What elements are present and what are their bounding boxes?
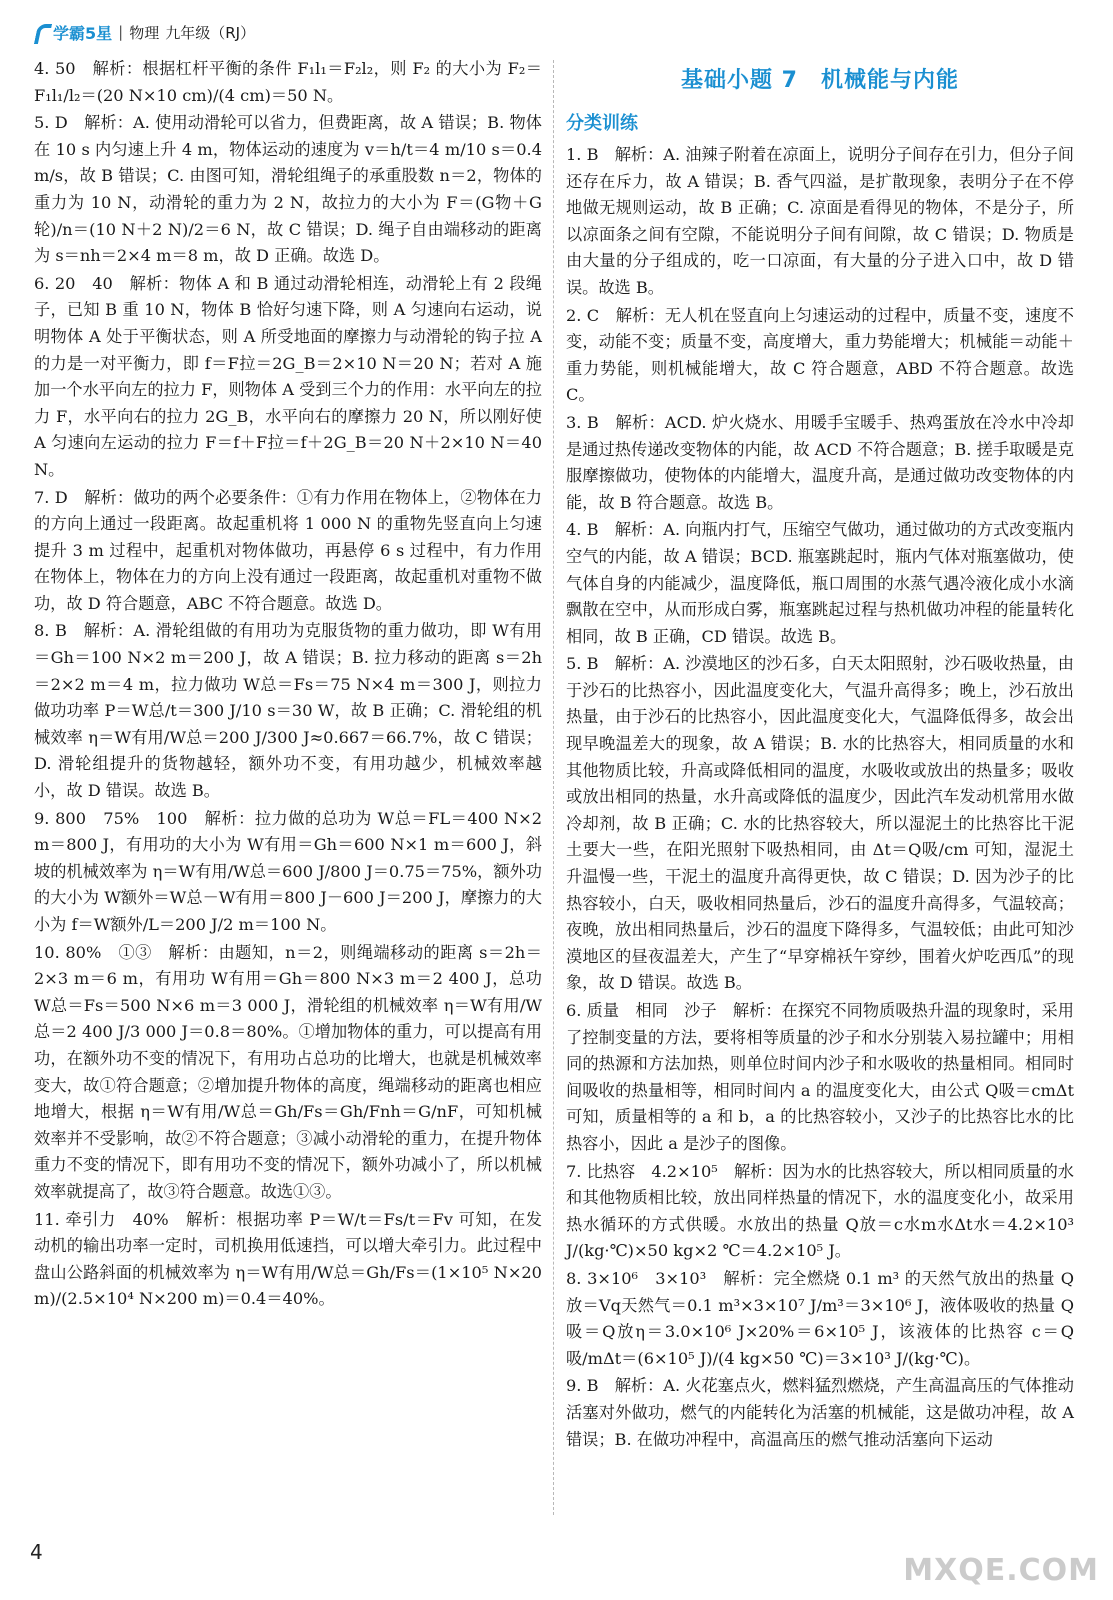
- answer-item: 8. 3×10⁶ 3×10³ 解析：完全燃烧 0.1 m³ 的天然气放出的热量 Q放＝Vq天然气＝0.1 m³×3×10⁷ J/m³＝3×10⁶ J，液体吸收的热量 Q吸＝Q放η＝3.0×10⁶ J×20%＝6×10⁵ J，该液体的比热容 c＝Q吸/mΔt＝(6×10⁵ J)/(4 kg×50 ℃)＝3×10³ J/(kg·℃)。: [566, 1268, 1074, 1368]
- answer-item: 8. B 解析：A. 滑轮组做的有用功为克服货物的重力做功，即 W有用＝Gh＝100 N×2 m＝200 J，故 A 错误；B. 拉力移动的距离 s＝2h＝2×2 m＝4 m，拉力做功 W总＝Fs＝75 N×4 m＝300 J，则拉力做功功率 P＝W总/t＝300 J/10 s＝30 W，故 B 正确；C. 滑轮组的机械效率 η＝W有用/W总＝200 J/300 J≈0.667＝66.7%，故 C 错误；D. 滑轮组提升的货物越轻，额外功不变，有用功越少，机械效率越小，故 D 错误。故选 B。: [34, 621, 542, 801]
- header-grade: 九年级（RJ）: [165, 23, 256, 42]
- answer-item: 10. 80% ①③ 解析：由题知，n＝2，则绳端移动的距离 s＝2h＝2×3 m＝6 m，有用功 W有用＝Gh＝800 N×3 m＝2 400 J，总功 W总＝Fs＝500 N×6 m＝3 000 J，滑轮组的机械效率 η＝W有用/W总＝2 400 J/3 000 J＝0.8＝80%。①增加物体的重力，可以提高有用功，在额外功不变的情况下，有用功占总功的比增大，也就是机械效率变大，故①符合题意；②增加提升物体的高度，绳端移动的距离也相应地增大，根据 η＝W有用/W总＝Gh/Fs＝Gh/Fnh＝G/nF，可知机械效率并不受影响，故②不符合题意；③减小动滑轮的重力，在提升物体重力不变的情况下，即有用功不变的情况下，额外功减小了，所以机械效率就提高了，故③符合题意。故选①③。: [34, 942, 542, 1201]
- answer-item: 2. C 解析：无人机在竖直向上匀速运动的过程中，质量不变，速度不变，动能不变；质量不变，高度增大，重力势能增大；机械能＝动能＋重力势能，则机械能增大，故 C 符合题意，ABD 不符合题意。故选 C。: [566, 305, 1074, 405]
- sub-title: 分类训练: [566, 113, 638, 134]
- page-header: [34, 18, 255, 46]
- answer-item: 9. 800 75% 100 解析：拉力做的总功为 W总＝FL＝400 N×2 m＝800 J，有用功的大小为 W有用＝Gh＝600 N×1 m＝600 J，斜坡的机械效率为 η＝W有用/W总＝600 J/800 J＝0.75＝75%，额外功的大小为 W额外＝W总－W有用＝800 J－600 J＝200 J，摩擦力的大小为 f＝W额外/L＝200 J/2 m＝100 N。: [34, 808, 542, 934]
- header-subject: 物理: [129, 23, 160, 42]
- answer-item: 5. B 解析：A. 沙漠地区的沙石多，白天太阳照射，沙石吸收热量，由于沙石的比热容小，因此温度变化大，气温升高得多；晚上，沙石放出热量，由于沙石的比热容小，因此温度变化大，气温降低得多，故会出现早晚温差大的现象，故 A 错误；B. 水的比热容大，相同质量的水和其他物质比较，升高或降低相同的温度，水吸收或放出的热量多；吸收或放出相同的热量，水升高或降低的温度少，因此汽车发动机常用水做冷却剂，故 B 正确；C. 水的比热容较大，所以湿泥土的比热容比干泥土要大一些，在阳光照射下吸热相同，由 Δt＝Q吸/cm 可知，湿泥土升温慢一些，干泥土的温度升高得更快，故 C 错误；D. 因为沙子的比热容较小，白天，吸收相同热量后，沙石的温度升高得多，气温较高；夜晚，放出相同热量后，沙石的温度下降得多，气温较低；由此可知沙漠地区的昼夜温差大，产生了“早穿棉袄午穿纱，围着火炉吃西瓜”的现象，故 D 错误。故选 B。: [566, 654, 1074, 993]
- brand-name: 学霸5星: [53, 23, 113, 43]
- left-column: [34, 56, 542, 1314]
- section-title: 基础小题 7 机械能与内能: [681, 68, 959, 93]
- header-separator: |: [118, 23, 124, 41]
- logo-icon: [34, 22, 50, 42]
- answer-item: 4. 50 解析：根据杠杆平衡的条件 F₁l₁＝F₂l₂，则 F₂ 的大小为 F₂＝F₁l₁/l₂＝(20 N×10 cm)/(4 cm)＝50 N。: [34, 59, 542, 105]
- answer-item: 9. B 解析：A. 火花塞点火，燃料猛烈燃烧，产生高温高压的气体推动活塞对外做功，燃气的内能转化为活塞的机械能，这是做功冲程，故 A 错误；B. 在做功冲程中，高温高压的燃气推动活塞向下运动: [566, 1376, 1074, 1449]
- answer-item: 6. 20 40 解析：物体 A 和 B 通过动滑轮相连，动滑轮上有 2 段绳子，已知 B 重 10 N，物体 B 恰好匀速下降，则 A 匀速向右运动，说明物体 A 处于平衡状态，则 A 所受地面的摩擦力与动滑轮的钩子拉 A 的力是一对平衡力，即 f＝F拉＝2G_B＝2×10 N＝20 N；若对 A 施加一个水平向左的拉力 F，则物体 A 受到三个力的作用：水平向左的拉力 F，水平向右的拉力 2G_B，水平向右的摩擦力 20 N，所以刚好使 A 匀速向左运动的拉力 F＝f＋F拉＝f＋2G_B＝20 N＋2×10 N＝40 N。: [34, 273, 542, 479]
- answer-item: 6. 质量 相同 沙子 解析：在探究不同物质吸热升温的现象时，采用了控制变量的方法，要将相等质量的沙子和水分别装入易拉罐中；用相同的热源和方法加热，则单位时间内沙子和水吸收的热量相同。相同时间吸收的热量相等，相同时间内 a 的温度变化大，由公式 Q吸＝cmΔt 可知，质量相等的 a 和 b，a 的比热容较小，又沙子的比热容比水的比热容小，因此 a 是沙子的图像。: [566, 1001, 1074, 1153]
- answer-item: 7. 比热容 4.2×10⁵ 解析：因为水的比热容较大，所以相同质量的水和其他物质相比较，放出同样热量的情况下，水的温度变化小，故采用热水循环的方式供暖。水放出的热量 Q放＝c水m水Δt水＝4.2×10³ J/(kg·℃)×50 kg×2 ℃＝4.2×10⁵ J。: [566, 1161, 1074, 1261]
- answer-item: 7. D 解析：做功的两个必要条件：①有力作用在物体上，②物体在力的方向上通过一段距离。故起重机将 1 000 N 的重物先竖直向上匀速提升 3 m 过程中，起重机对物体做功，再悬停 6 s 过程中，有力作用在物体上，物体在力的方向上没有通过一段距离，故起重机对重物不做功，故 D 符合题意，ABC 不符合题意。故选 D。: [34, 487, 542, 613]
- page-number: 4: [30, 1540, 43, 1564]
- watermark: MXQE.COM: [903, 1553, 1099, 1588]
- right-column: [566, 56, 1074, 1454]
- answer-item: 4. B 解析：A. 向瓶内打气，压缩空气做功，通过做功的方式改变瓶内空气的内能，故 A 错误；BCD. 瓶塞跳起时，瓶内气体对瓶塞做功，使气体自身的内能减少，温度降低，瓶口周围的水蒸气遇冷液化成小水滴飘散在空中，从而形成白雾，瓶塞跳起过程与热机做功冲程的能量转化相同，故 B 正确，CD 错误。故选 B。: [566, 520, 1074, 646]
- answer-item: 5. D 解析：A. 使用动滑轮可以省力，但费距离，故 A 错误；B. 物体在 10 s 内匀速上升 4 m，物体运动的速度为 v＝h/t＝4 m/10 s＝0.4 m/s，故 B 错误；C. 由图可知，滑轮组绳子的承重股数 n＝2，物体的重力为 10 N，动滑轮的重力为 2 N，故拉力的大小为 F＝(G物＋G轮)/n＝(10 N＋2 N)/2＝6 N，故 C 错误；D. 绳子自由端移动的距离为 s＝nh＝2×4 m＝8 m，故 D 正确。故选 D。: [34, 113, 542, 266]
- brand-logo: [34, 21, 112, 44]
- answer-item: 11. 牵引力 40% 解析：根据功率 P＝W/t＝Fs/t＝Fv 可知，在发动机的输出功率一定时，司机换用低速挡，可以增大牵引力。此过程中盘山公路斜面的机械效率为 η＝W有用/W总＝Gh/Fs＝(1×10⁵ N×20 m)/(2.5×10⁴ N×200 m)＝0.4＝40%。: [34, 1209, 542, 1309]
- answer-item: 1. B 解析：A. 油辣子附着在凉面上，说明分子间存在引力，但分子间还存在斥力，故 A 错误；B. 香气四溢，是扩散现象，表明分子在不停地做无规则运动，故 B 正确；C. 凉面是看得见的物体，不是分子，所以凉面条之间有空隙，不能说明分子间有间隙，故 C 错误；D. 物质是由大量的分子组成的，吃一口凉面，有大量的分子进入口中，故 D 错误。故选 B。: [566, 145, 1074, 297]
- column-divider: [553, 60, 554, 1515]
- answer-item: 3. B 解析：ACD. 炉火烧水、用暖手宝暖手、热鸡蛋放在冷水中冷却是通过热传递改变物体的内能，故 ACD 不符合题意；B. 搓手取暖是克服摩擦做功，使物体的内能增大，温度升高，是通过做功改变物体的内能，故 B 符合题意。故选 B。: [566, 412, 1074, 512]
